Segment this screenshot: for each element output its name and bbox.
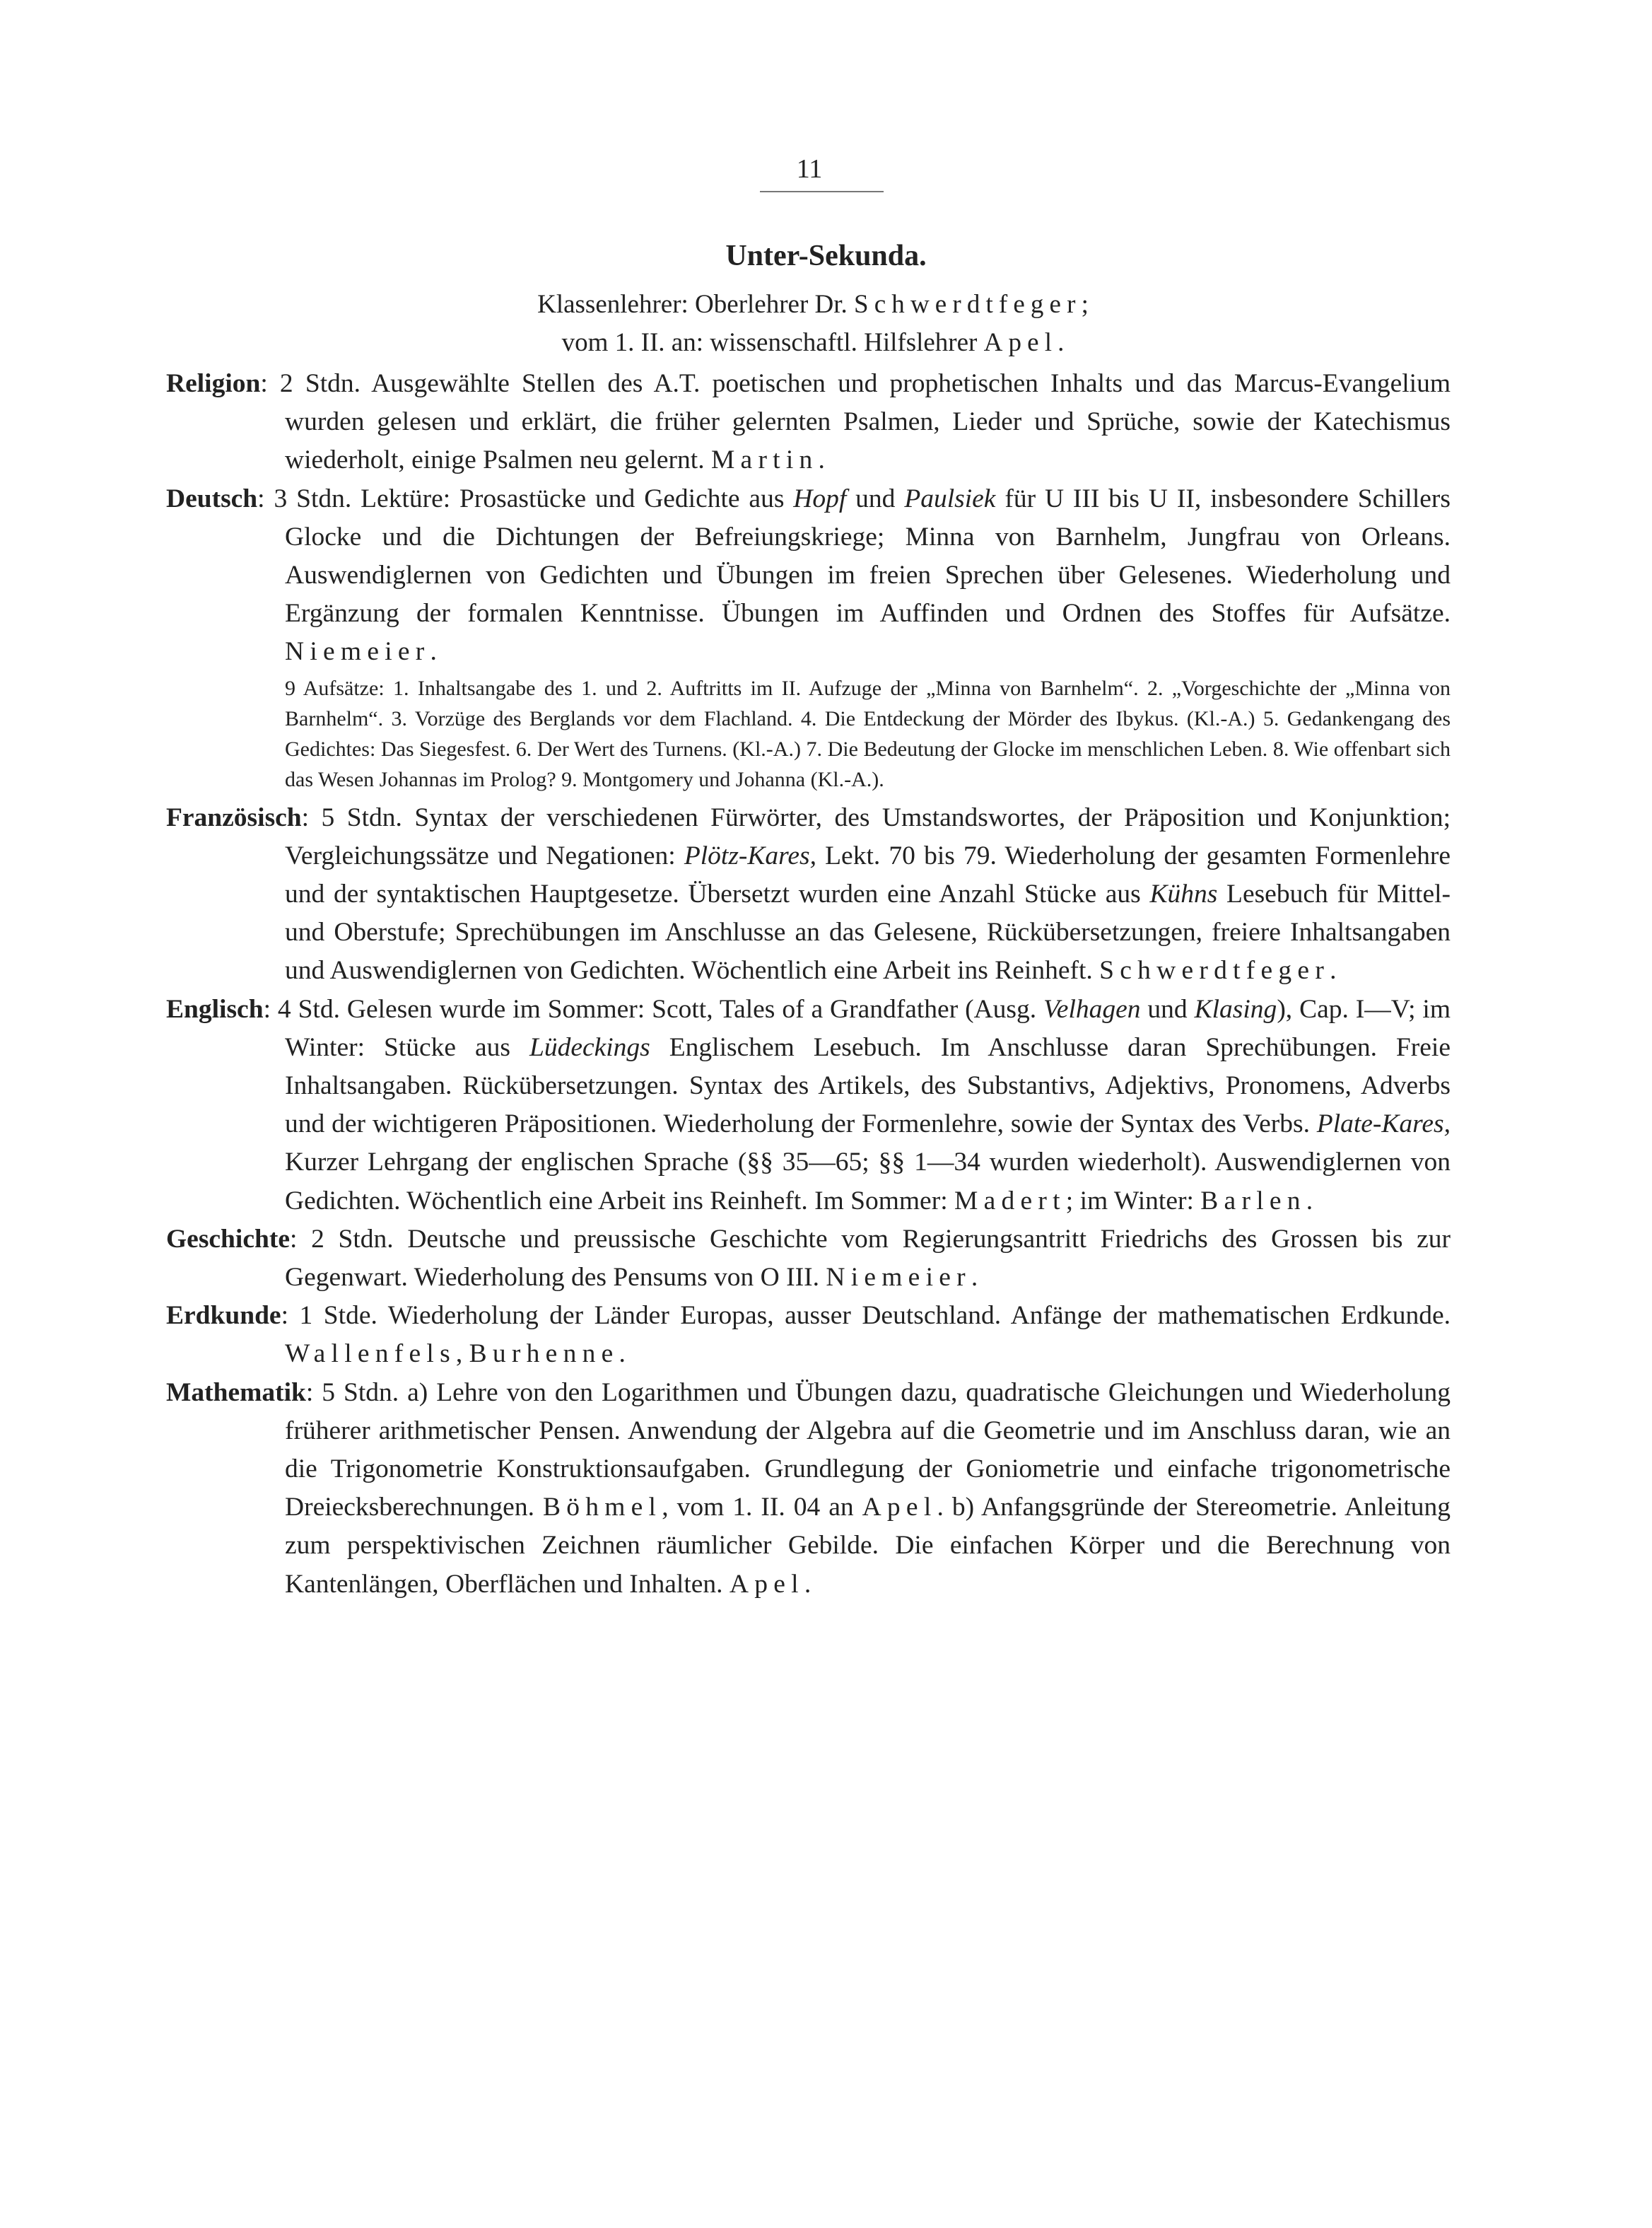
englisch-author-luedecking: Lüdeckings bbox=[529, 1032, 650, 1062]
englisch-text-4: Englischem Lesebuch. Im Anschlusse daran Sprechübungen. Freie Inhaltsangaben. Rückübersetzungen. Syntax des Artikels, des Substantivs, Adjektivs, Pronomens, Adverbs und der wichtigeren Präpositionen. Wiederholung der Formenlehre, sowie der Syntax des Verbs. bbox=[285, 1032, 1451, 1139]
englisch-teacher-winter: Barlen bbox=[1200, 1186, 1306, 1215]
class-teacher-prefix: Klassenlehrer: Oberlehrer Dr. bbox=[537, 290, 848, 319]
subject-geschichte: Geschichte bbox=[166, 1224, 290, 1254]
franzoesisch-end: . bbox=[1330, 956, 1337, 986]
geschichte-end: . bbox=[971, 1263, 978, 1293]
class-teacher-suffix: ; bbox=[1081, 290, 1089, 319]
deutsch-text-3: für U III bis U II, insbesondere Schillers Glocke und die Dichtungen der Befreiungskriege; Minna von Barnhelm, Jungfrau von Orleans. Auswendiglernen von Gedichten und Übungen im freien Sprechen über Gelesenes. Wiederholung und Ergänzung der formalen Kenntnisse. Übungen im Auffinden und Ordnen des Stoffes für Aufsätze. bbox=[285, 484, 1451, 629]
class-teacher-info bbox=[283, 286, 1343, 362]
erdkunde-text: : 1 Stde. Wiederholung der Länder Europas, ausser Deutschland. Anfänge der mathematischen Erdkunde. bbox=[281, 1301, 1451, 1331]
deutsch-text-1: : 3 Stdn. Lektüre: Prosastücke und Gedichte aus bbox=[257, 484, 794, 513]
assistant-teacher-line bbox=[283, 324, 1343, 362]
subject-deutsch: Deutsch bbox=[166, 484, 258, 513]
mathematik-text-3: . b) Anfangsgründe der Stereometrie. Anleitung zum perspektivischen Zeichnen räumlicher Gebilde. Die einfachen Körper und die Berechnung von Kantenlängen, Oberflächen und Inhalten. bbox=[285, 1493, 1451, 1599]
mathematik-text-2: , vom 1. II. 04 an bbox=[662, 1493, 862, 1522]
subject-franzoesisch: Französisch bbox=[166, 803, 302, 832]
englisch-text-5: Kurzer Lehrgang der englischen Sprache (§§ 35—65; §§ 1—34 wurden wiederholt). Auswendiglernen von Gedichten. Wöchentlich eine Arbeit ins Reinheft. Im Sommer: bbox=[285, 1148, 1451, 1215]
deutsch-end: . bbox=[430, 637, 437, 667]
franzoesisch-text-2: Lekt. 70 bis 79. Wiederholung der gesamten Formenlehre und der syntaktischen Hauptgesetze. Übersetzt wurden eine Anzahl Stücke aus bbox=[285, 841, 1451, 909]
mathematik-teacher-2: Apel bbox=[862, 1493, 937, 1522]
subject-religion: Religion bbox=[166, 369, 261, 398]
deutsch-author-hopf: Hopf bbox=[793, 484, 847, 513]
entry-englisch bbox=[166, 991, 1451, 1220]
franzoesisch-text-3: Lesebuch für Mittel- und Oberstufe; Sprechübungen im Anschlusse an das Gelesene, Rückübersetzungen, freiere Inhaltsangaben und Auswendiglernen von Gedichten. Wöchentlich eine Arbeit ins Reinheft. bbox=[285, 880, 1451, 986]
englisch-text-3: ), Cap. I—V; im Winter: Stücke aus bbox=[285, 994, 1451, 1062]
assistant-teacher-name: Apel bbox=[983, 328, 1058, 357]
entry-geschichte bbox=[166, 1220, 1451, 1297]
subject-entries bbox=[166, 365, 1451, 1604]
deutsch-teacher: Niemeier bbox=[285, 637, 430, 667]
erdkunde-end: . bbox=[619, 1339, 626, 1369]
assistant-teacher-suffix: . bbox=[1058, 328, 1065, 357]
entry-religion bbox=[166, 365, 1451, 480]
entry-deutsch bbox=[166, 480, 1451, 672]
mathematik-text-1: : 5 Stdn. a) Lehre von den Logarithmen und Übungen dazu, quadratische Gleichungen und Wiederholung früherer arithmetischer Pensen. Anwendung der Algebra auf die Geometrie und im Anschluss daran, wie an die Trigonometrie Konstruktionsaufgaben. Grundlegung der Goniometrie und einfache trigonometrische Dreiecksberechnungen. bbox=[285, 1377, 1451, 1522]
franzoesisch-book-ploetz-kares: Plötz-Kares, bbox=[684, 841, 816, 870]
religion-teacher: Martin bbox=[710, 445, 819, 475]
class-teacher-line bbox=[283, 286, 1343, 324]
erdkunde-separator: , bbox=[455, 1339, 469, 1369]
franzoesisch-author-kuehn: Kühns bbox=[1149, 880, 1218, 909]
englisch-text-2: und bbox=[1140, 994, 1195, 1024]
entry-franzoesisch bbox=[166, 799, 1451, 991]
erdkunde-teacher-1: Wallenfels bbox=[285, 1339, 456, 1369]
class-teacher-name: Schwerdtfeger bbox=[854, 290, 1082, 319]
mathematik-teacher-1: Böhmel bbox=[542, 1493, 662, 1522]
englisch-publisher-velhagen: Velhagen bbox=[1043, 994, 1141, 1024]
deutsch-author-paulsiek: Paulsiek bbox=[904, 484, 996, 513]
subject-erdkunde: Erdkunde bbox=[166, 1301, 281, 1331]
franzoesisch-teacher: Schwerdtfeger bbox=[1099, 956, 1330, 986]
mathematik-end: . bbox=[804, 1569, 812, 1599]
religion-text: : 2 Stdn. Ausgewählte Stellen des A.T. poetischen und prophetischen Inhalts und das Marcus-Evangelium wurden gelesen und erklärt, die früher gelernten Psalmen, Lieder und Sprüche, sowie der Katechismus wiederholt, einige Psalmen neu gelernt. bbox=[260, 369, 1451, 475]
subject-mathematik: Mathematik bbox=[166, 1377, 306, 1407]
assistant-teacher-prefix: vom 1. II. an: wissenschaftl. Hilfslehrer bbox=[561, 328, 978, 357]
page-number-rule bbox=[760, 191, 884, 192]
franzoesisch-text-1: : 5 Stdn. Syntax der verschiedenen Fürwörter, des Umstandswortes, der Präposition und Konjunktion; Vergleichungssätze und Negationen: bbox=[285, 803, 1451, 870]
subject-englisch: Englisch bbox=[166, 994, 264, 1024]
entry-mathematik bbox=[166, 1374, 1451, 1604]
geschichte-teacher: Niemeier bbox=[826, 1263, 971, 1293]
geschichte-text: : 2 Stdn. Deutsche und preussische Geschichte vom Regierungsantritt Friedrichs des Grossen bis zur Gegenwart. Wiederholung des Pensums von O III. bbox=[285, 1224, 1451, 1293]
deutsch-essay-list: 9 Aufsätze: 1. Inhaltsangabe des 1. und 2. Auftritts im II. Aufzuge der „Minna von Barnhelm“. 2. „Vorgeschichte der „Minna von Barnhelm“. 3. Vorzüge des Berglands vor dem Flachland. 4. Die Entdeckung der Mörder des Ibykus. (Kl.-A.) 5. Gedankengang des Gedichtes: Das Siegesfest. 6. Der Wert des Turnens. (Kl.-A.) 7. Die Bedeutung der Glocke im menschlichen Leben. 8. Wie offenbart sich das Wesen Johannas im Prolog? 9. Montgomery und Johanna (Kl.-A.). bbox=[285, 676, 1451, 791]
englisch-teacher-summer: Madert bbox=[954, 1186, 1066, 1215]
page-number: 11 bbox=[796, 154, 823, 184]
entry-erdkunde bbox=[166, 1297, 1451, 1373]
englisch-book-plate-kares: Plate-Kares, bbox=[1316, 1109, 1451, 1139]
deutsch-text-2: und bbox=[846, 484, 905, 513]
mathematik-teacher-3: Apel bbox=[729, 1569, 804, 1599]
englisch-text-6: ; im Winter: bbox=[1065, 1186, 1201, 1215]
religion-end: . bbox=[818, 445, 825, 475]
englisch-publisher-klasing: Klasing bbox=[1194, 994, 1277, 1024]
englisch-end: . bbox=[1306, 1186, 1313, 1215]
erdkunde-teacher-2: Burhenne bbox=[469, 1339, 619, 1369]
englisch-text-1: : 4 Std. Gelesen wurde im Sommer: Scott, Tales of a Grandfather (Ausg. bbox=[263, 994, 1044, 1024]
section-title: Unter-Sekunda. bbox=[725, 240, 927, 272]
